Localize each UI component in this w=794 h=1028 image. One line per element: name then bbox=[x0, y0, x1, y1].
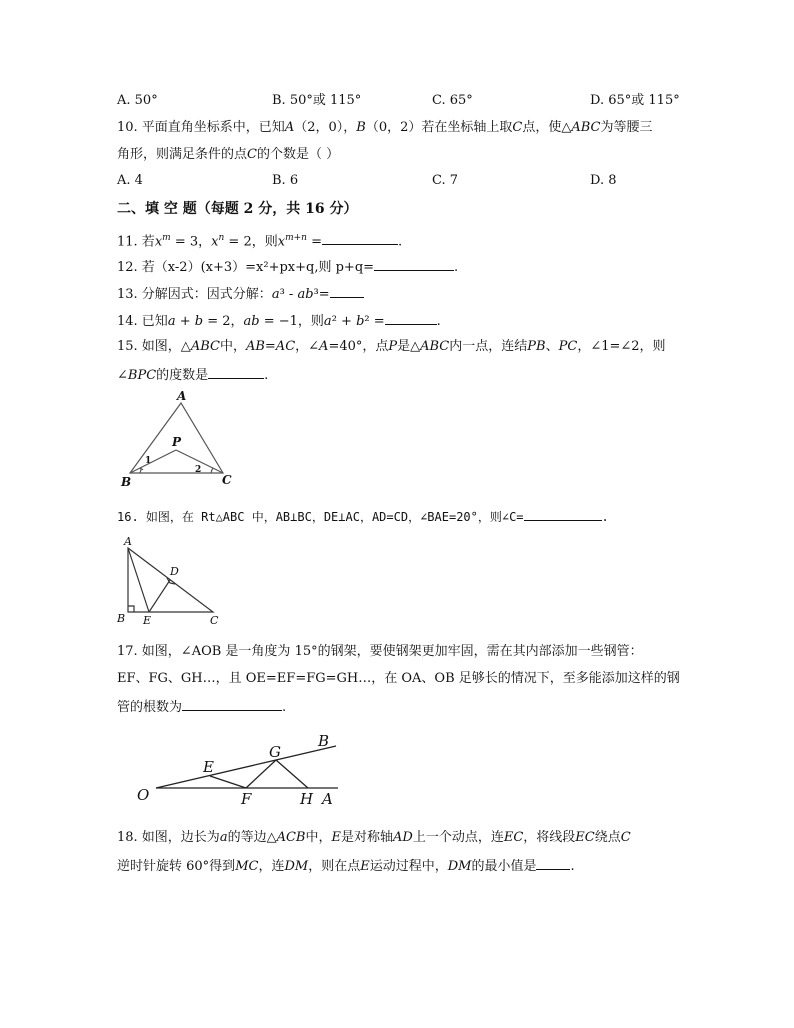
q17-ray-ob bbox=[156, 746, 336, 788]
q17-segment-ef bbox=[210, 776, 246, 788]
q16-label-b: B bbox=[117, 612, 126, 625]
q16: 16. 如图，在 Rt△ABC 中，AB⊥BC，DE⊥AC，AD=CD，∠BAE=20°，则∠C= . bbox=[117, 507, 609, 526]
q15-line2: ∠BPC的度数是 . bbox=[117, 365, 268, 385]
q18-blank bbox=[536, 856, 570, 870]
q15-label-p: P bbox=[172, 435, 182, 449]
q17-line3: 管的根数为 . bbox=[117, 697, 286, 717]
q16-label-d: D bbox=[170, 565, 179, 578]
q17-line2: EF、FG、GH…，且 OE=EF=FG=GH…，在 OA、OB 足够长的情况下，至多能添加这样的钢 bbox=[117, 671, 680, 686]
q15-label-a: A bbox=[177, 389, 187, 403]
q14: 14. 已知a + b = 2，ab = −1，则a² + b² = . bbox=[117, 311, 441, 331]
q15-line1: 15. 如图，△ABC中，AB=AC，∠A=40°，点P是△ABC内一点，连结PB、PC，∠1=∠2，则 bbox=[117, 339, 666, 354]
q11: 11. 若$x^m = 3$，$x^n = 2$，则$x^{m+n}$ = . bbox=[117, 233, 403, 250]
q15-label-b: B bbox=[121, 475, 132, 489]
q17-label-e: E bbox=[203, 758, 214, 776]
q18-line2: 逆时针旋转 60°得到MC，连DM，则在点E运动过程中，DM的最小值是 . bbox=[117, 856, 575, 876]
q15-label-1: 1 bbox=[145, 456, 152, 466]
q17-line1: 17. 如图，∠AOB 是一角度为 15°的钢架，要使钢架更加牢固，需在其内部添加一些钢管： bbox=[117, 644, 643, 659]
q10-option-c: C. 7 bbox=[432, 173, 459, 188]
q17-label-g: G bbox=[269, 743, 281, 761]
q10-line2: 角形，则满足条件的点C的个数是（ ） bbox=[117, 147, 340, 162]
q17-label-f: F bbox=[241, 790, 252, 808]
q15-label-2: 2 bbox=[195, 465, 202, 475]
q13: 13. 分解因式：因式分解：a³ - ab³= bbox=[117, 284, 364, 304]
q12: 12. 若（x-2）(x+3）=x²+px+q,则 p+q= . bbox=[117, 257, 458, 277]
q16-label-e: E bbox=[143, 614, 152, 627]
q17-label-h: H bbox=[300, 790, 314, 808]
q15-label-c: C bbox=[222, 473, 232, 487]
q10-line1: 10. 平面直角坐标系中，已知A（2，0），B（0，2）若在坐标轴上取C点，使△ABC为等腰三 bbox=[117, 120, 653, 135]
q17-segment-fg bbox=[246, 760, 276, 788]
q10-option-d: D. 8 bbox=[590, 173, 617, 188]
q18-line1: 18. 如图，边长为a的等边△ACB中，E是对称轴AD上一个动点，连EC，将线段EC绕点C bbox=[117, 830, 631, 845]
q9-option-a: A. 50° bbox=[117, 93, 158, 108]
q16-label-a: A bbox=[124, 535, 132, 548]
q9-option-b: B. 50°或 115° bbox=[272, 93, 362, 108]
q9-option-c: C. 65° bbox=[432, 93, 473, 108]
q17-segment-gh bbox=[276, 760, 308, 788]
q17-label-a: A bbox=[322, 790, 333, 808]
q10-option-a: A. 4 bbox=[117, 173, 143, 188]
q16-label-c: C bbox=[210, 614, 219, 627]
section-title: 二、填 空 题（每题 2 分，共 16 分） bbox=[117, 201, 358, 217]
q10-option-b: B. 6 bbox=[272, 173, 299, 188]
q17-label-o: O bbox=[137, 786, 150, 804]
q9-option-d: D. 65°或 115° bbox=[590, 93, 680, 108]
q17-label-b: B bbox=[318, 732, 330, 750]
